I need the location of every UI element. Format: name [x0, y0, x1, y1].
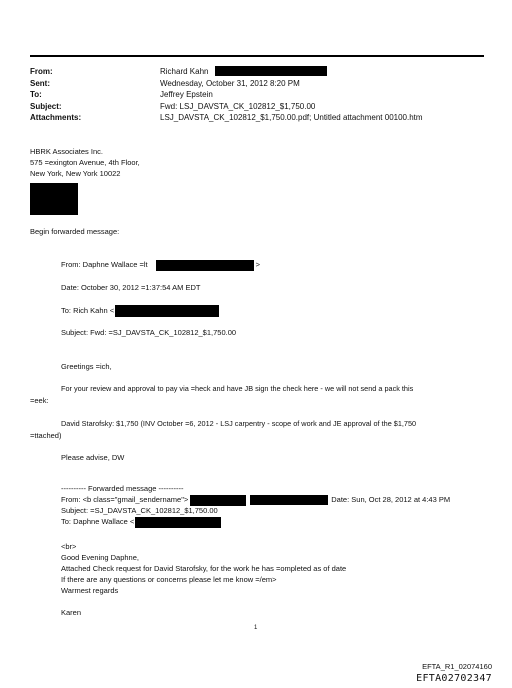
redaction	[30, 183, 78, 215]
email-header	[30, 66, 423, 124]
header-rule	[30, 55, 484, 57]
inner-body-line: Karen	[61, 608, 82, 617]
fwd-greeting: Greetings =ich,	[61, 362, 112, 371]
sent-label: Sent:	[30, 78, 50, 88]
fwd-para1-line2: =eek:	[30, 396, 49, 405]
sent-row	[30, 78, 423, 90]
page-number: 1	[254, 625, 258, 631]
subject-row	[30, 101, 423, 113]
inner-divider: ---------- Forwarded message ----------	[61, 484, 184, 493]
redaction	[135, 517, 221, 528]
attachments-value: LSJ_DAVSTA_CK_102812_$1,750.00.pdf; Untitled attachment 00100.htm	[160, 113, 423, 122]
fwd-to-line	[61, 305, 219, 317]
attachments-label: Attachments:	[30, 113, 82, 122]
efta-id-small: EFTA_R1_02074160	[422, 662, 492, 671]
inner-to: To: Daphne Wallace <	[61, 517, 135, 526]
fwd-from-line	[61, 259, 260, 271]
fwd-from: From: Daphne Wallace =lt	[61, 260, 148, 269]
fwd-para2-line2: =ttached)	[30, 431, 62, 440]
inner-from-line	[61, 494, 450, 506]
inner-to-line	[61, 516, 221, 528]
signature-line: HBRK Associates Inc.	[30, 147, 103, 156]
fwd-para1-line1: For your review and approval to pay via =heck and have JB sign the check here - we will not send a pack this	[61, 384, 414, 393]
signature-line: New York, New York 10022	[30, 169, 121, 178]
fwd-advise: Please advise, DW	[61, 453, 125, 462]
to-row	[30, 89, 423, 101]
redaction	[250, 495, 328, 505]
inner-from: From: <b class="gmail_sendername">	[61, 495, 189, 504]
to-value: Jeffrey Epstein	[160, 90, 213, 99]
subject-value: Fwd: LSJ_DAVSTA_CK_102812_$1,750.00	[160, 101, 316, 111]
inner-body-line: Warmest regards	[61, 586, 119, 595]
from-value: Richard Kahn	[160, 67, 209, 76]
subject-label: Subject:	[30, 101, 62, 111]
inner-subject: Subject: =SJ_DAVSTA_CK_102812_$1,750.00	[61, 506, 218, 515]
redaction	[115, 305, 219, 317]
inner-date: Date: Sun, Oct 28, 2012 at 4:43 PM	[331, 495, 451, 504]
inner-body-line: If there are any questions or concerns please let me know =/em>	[61, 575, 277, 584]
fwd-subject: Subject: Fwd: =SJ_DAVSTA_CK_102812_$1,750.00	[61, 328, 237, 337]
fwd-to: To: Rich Kahn <	[61, 306, 115, 315]
efta-id-large: EFTA02702347	[416, 673, 492, 684]
sent-value: Wednesday, October 31, 2012 8:20 PM	[160, 78, 300, 88]
fwd-from-end: >	[255, 260, 261, 269]
redaction	[156, 260, 254, 271]
to-label: To:	[30, 90, 42, 99]
redaction	[190, 495, 246, 506]
redaction	[215, 66, 327, 76]
fwd-para2-line1: David Starofsky: $1,750 (INV October =6, 2012 - LSJ carpentry - scope of work and JE approval of the $1,750	[61, 419, 417, 428]
from-label: From:	[30, 67, 53, 76]
fwd-date: Date: October 30, 2012 =1:37:54 AM EDT	[61, 283, 201, 292]
signature-block	[30, 146, 140, 179]
from-row	[30, 66, 423, 78]
inner-br: <br>	[61, 542, 77, 551]
attachments-row	[30, 112, 423, 124]
inner-body-line: Good Evening Daphne,	[61, 553, 139, 562]
signature-line: 575 =exington Avenue, 4th Floor,	[30, 158, 140, 167]
inner-body-line: Attached Check request for David Starofsky, for the work he has =ompleted as of date	[61, 564, 347, 573]
intro-text: Begin forwarded message:	[30, 227, 120, 236]
